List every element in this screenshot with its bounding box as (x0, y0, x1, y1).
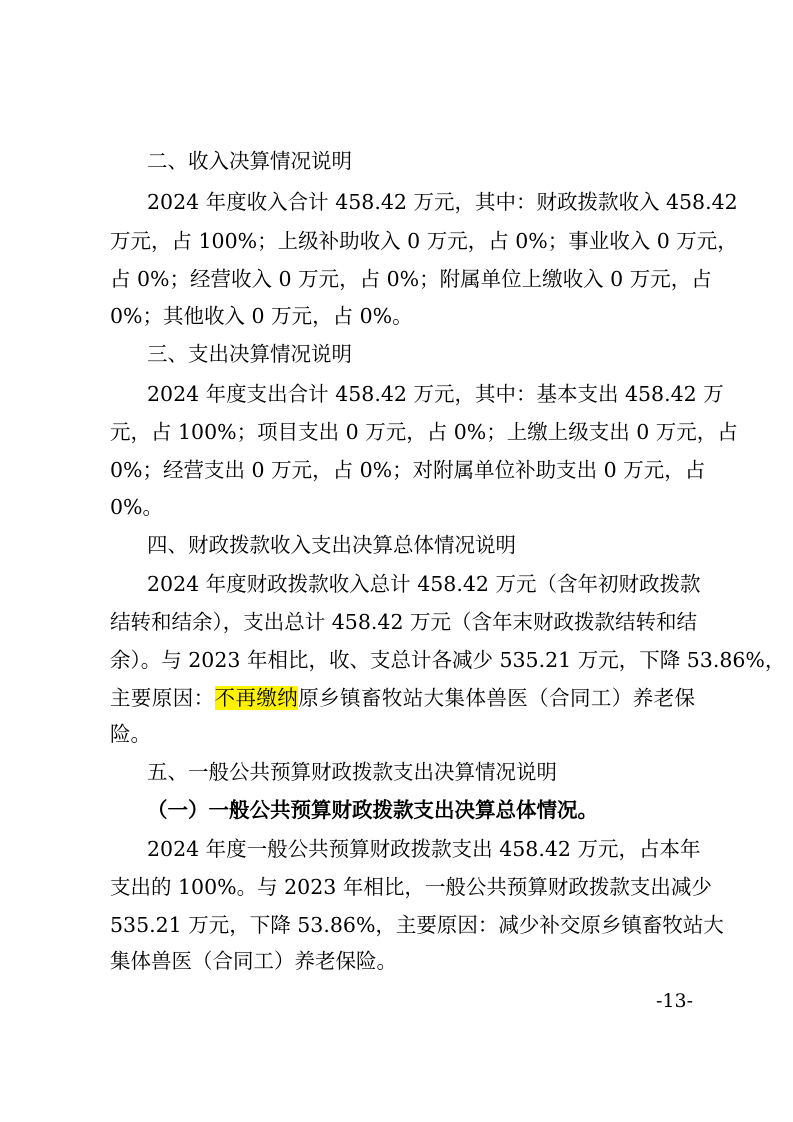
section-heading-expense: 三、支出决算情况说明 (147, 342, 352, 366)
section-heading-income: 二、收入决算情况说明 (147, 149, 352, 173)
paragraph-line-reason (110, 684, 695, 712)
paragraph-line: 0%。 (110, 495, 164, 519)
paragraph-line: 2024 年度一般公共预算财政拨款支出 458.42 万元，占本年 (147, 837, 701, 861)
paragraph-line: 支出的 100%。与 2023 年相比，一般公共预算财政拨款支出减少 (110, 875, 712, 899)
paragraph-line: 余）。与 2023 年相比，收、支总计各减少 535.21 万元，下降 53.86%， (110, 648, 786, 672)
highlighted-text: 不再缴纳 (214, 686, 299, 710)
page-number: -13- (655, 990, 693, 1012)
paragraph-line: 集体兽医（合同工）养老保险。 (110, 949, 397, 973)
section-heading-fiscal: 四、财政拨款收入支出决算总体情况说明 (147, 533, 516, 557)
paragraph-line: 0%；其他收入 0 万元，占 0%。 (110, 304, 413, 328)
reason-prefix: 主要原因： (110, 686, 215, 710)
paragraph-line: 535.21 万元，下降 53.86%，主要原因：减少补交原乡镇畜牧站大 (110, 913, 724, 937)
paragraph-line: 2024 年度支出合计 458.42 万元，其中：基本支出 458.42 万 (147, 382, 724, 406)
section-heading-general: 五、一般公共预算财政拨款支出决算情况说明 (147, 760, 557, 784)
paragraph-line: 万元，占 100%；上级补助收入 0 万元，占 0%；事业收入 0 万元， (110, 229, 738, 253)
paragraph-line: 2024 年度收入合计 458.42 万元，其中：财政拨款收入 458.42 (147, 190, 738, 214)
subsection-heading: （一）一般公共预算财政拨款支出决算总体情况。 (147, 798, 598, 822)
paragraph-line: 结转和结余），支出总计 458.42 万元（含年末财政拨款结转和结 (110, 610, 698, 634)
reason-rest: 原乡镇畜牧站大集体兽医（合同工）养老保 (298, 686, 696, 710)
paragraph-line: 元，占 100%；项目支出 0 万元，占 0%；上缴上级支出 0 万元，占 (110, 420, 738, 444)
paragraph-line: 0%；经营支出 0 万元，占 0%；对附属单位补助支出 0 万元，占 (110, 458, 706, 482)
paragraph-line: 2024 年度财政拨款收入总计 458.42 万元（含年初财政拨款 (147, 572, 701, 596)
paragraph-line: 险。 (110, 722, 151, 746)
paragraph-line: 占 0%；经营收入 0 万元，占 0%；附属单位上缴收入 0 万元，占 (110, 267, 712, 291)
